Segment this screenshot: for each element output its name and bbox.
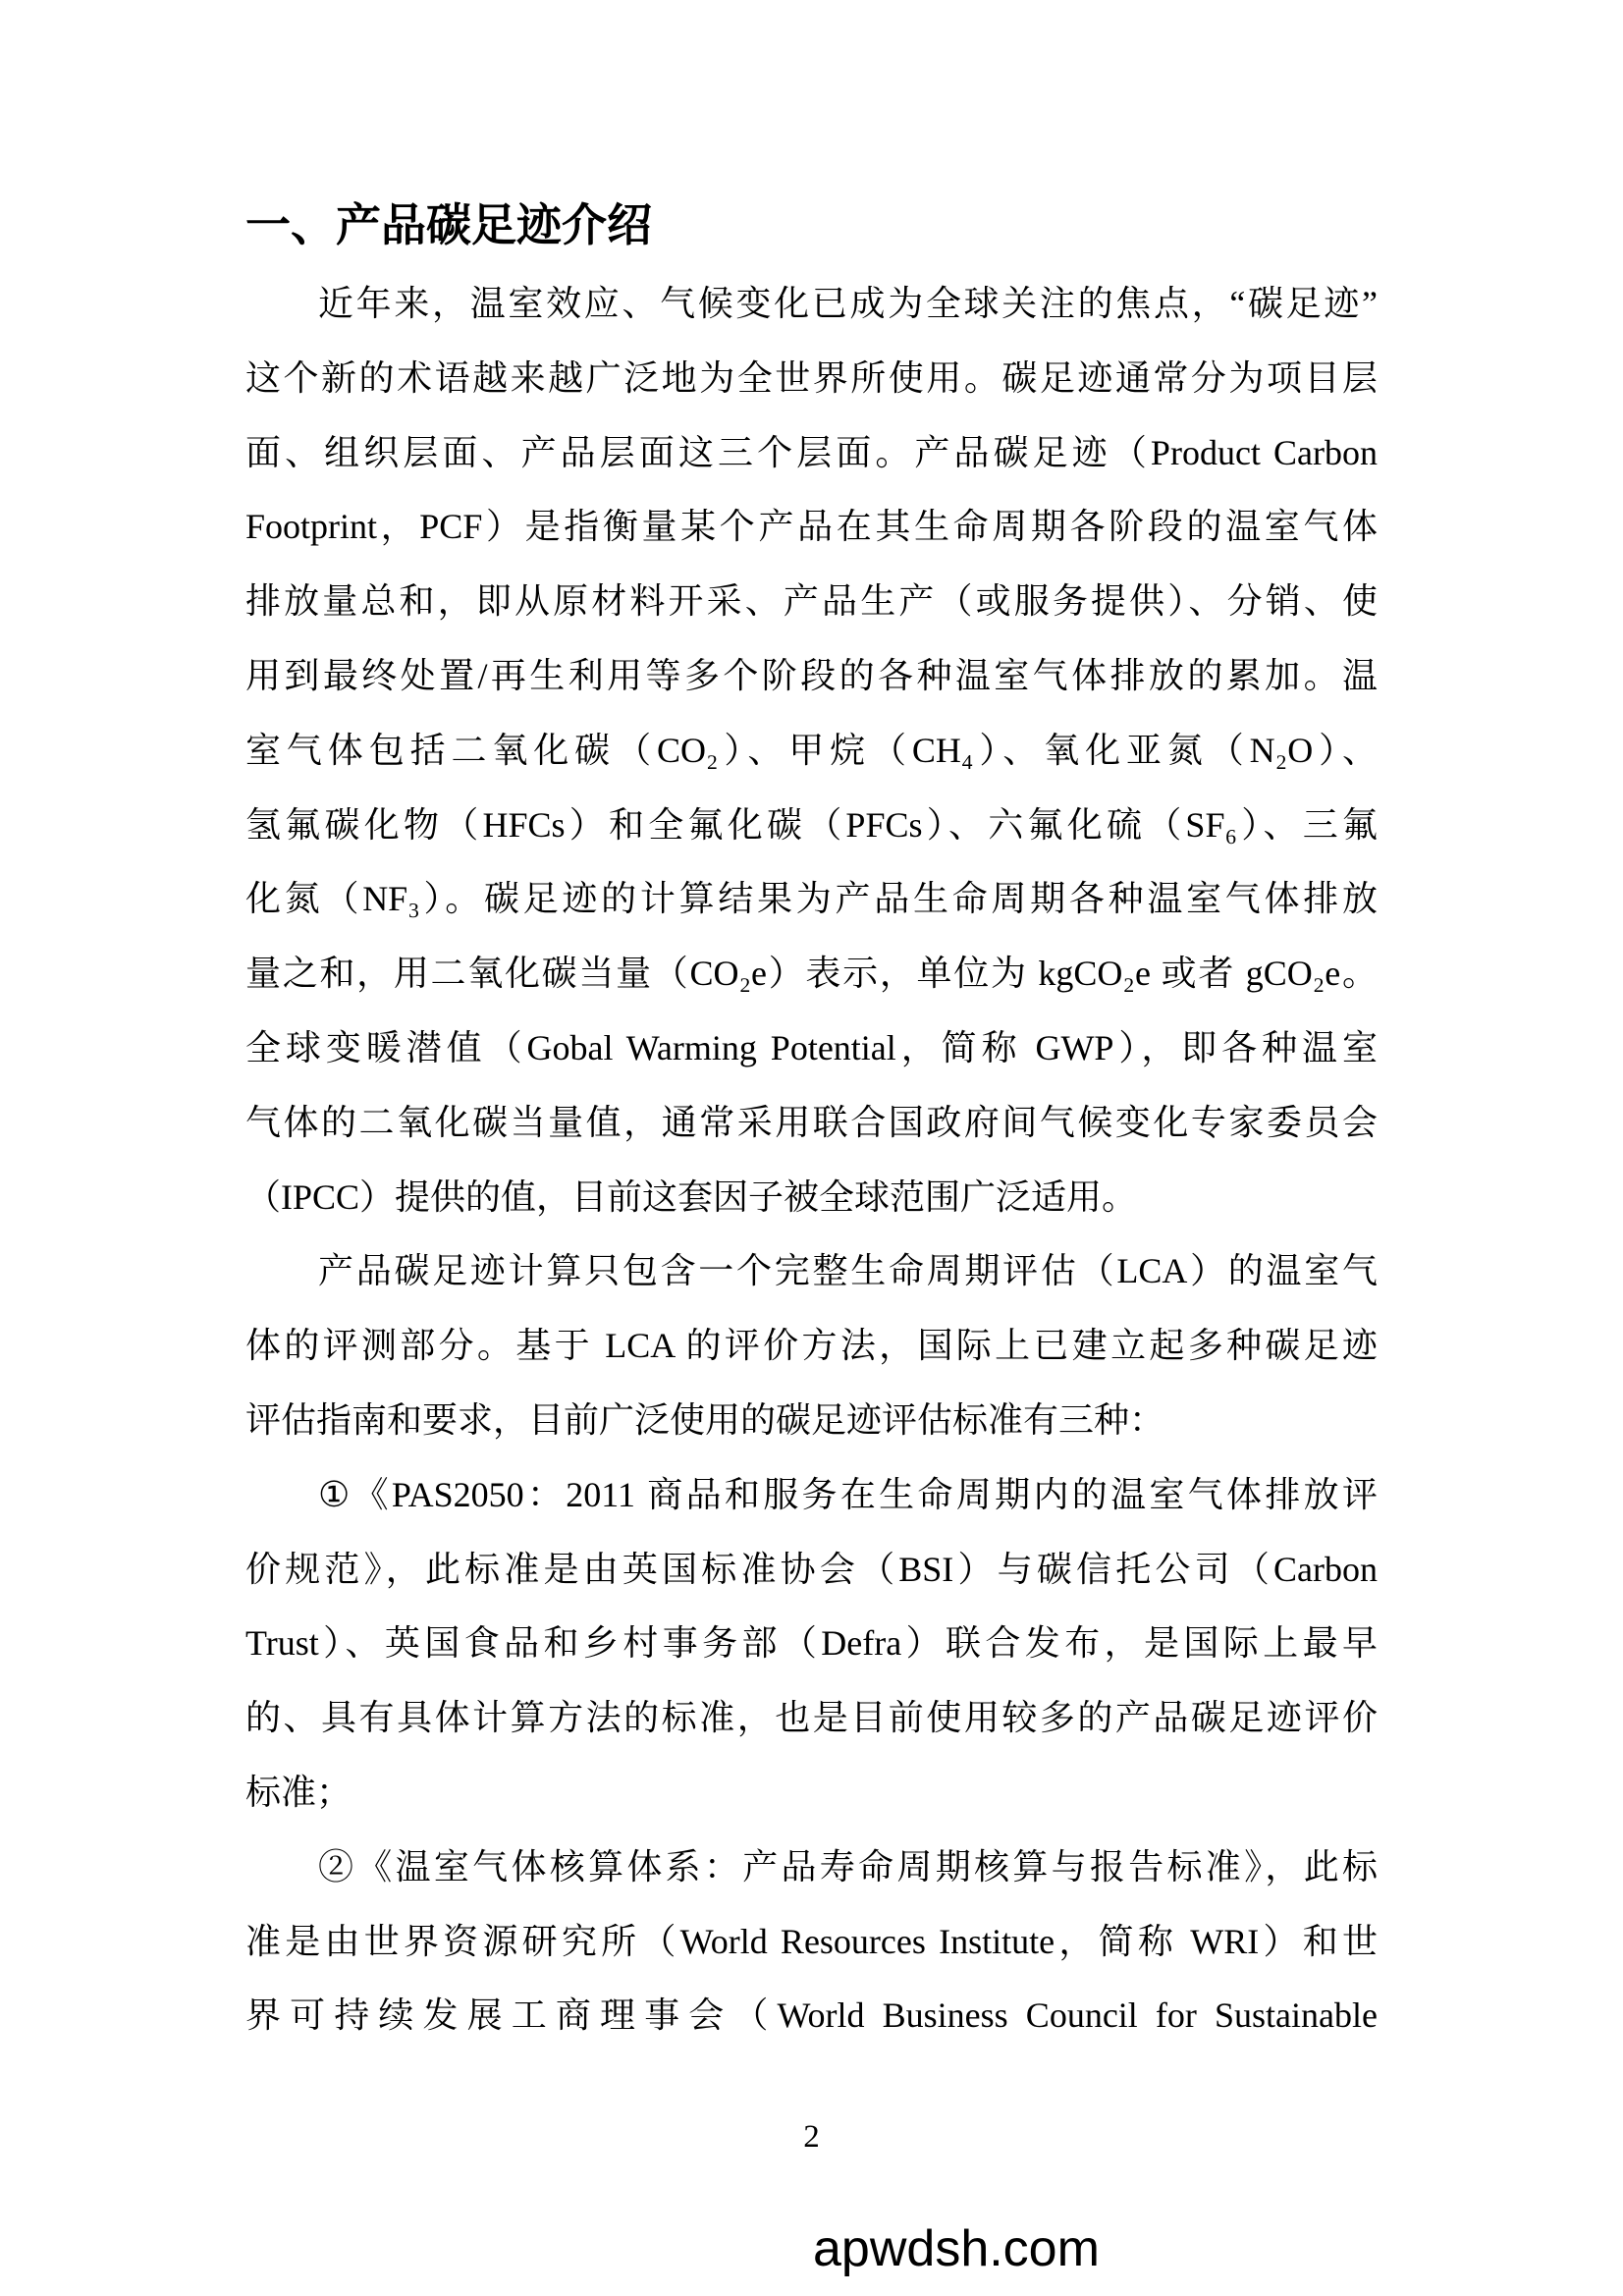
text-line: ①《PAS2050：2011 商品和服务在生命周期内的温室气体排放评 bbox=[318, 1474, 1378, 1514]
text-line: 用到最终处置/再生利用等多个阶段的各种温室气体排放的累加。温 bbox=[245, 655, 1378, 695]
text-line: 全球变暖潜值（Gobal Warming Potential，简称 GWP），即各种温室 bbox=[245, 1027, 1378, 1067]
text-line: ②《温室气体核算体系：产品寿命周期核算与报告标准》，此标 bbox=[318, 1846, 1378, 1886]
page-number: 2 bbox=[803, 2119, 820, 2155]
text-line: 面、组织层面、产品层面这三个层面。产品碳足迹（Product Carbon bbox=[245, 432, 1378, 472]
text-line: 近年来，温室效应、气候变化已成为全球关注的焦点，“碳足迹” bbox=[318, 284, 1378, 323]
text-line: 评估指南和要求，目前广泛使用的碳足迹评估标准有三种： bbox=[245, 1399, 1165, 1440]
body-text bbox=[245, 267, 1378, 2053]
text-line: 产品碳足迹计算只包含一个完整生命周期评估（LCA）的温室气 bbox=[318, 1251, 1378, 1291]
text-line: Footprint，PCF）是指衡量某个产品在其生命周期各阶段的温室气体 bbox=[245, 507, 1378, 547]
text-line: 体的评测部分。基于 LCA 的评价方法，国际上已建立起多种碳足迹 bbox=[245, 1326, 1378, 1366]
text-line: 气体的二氧化碳当量值，通常采用联合国政府间气候变化专家委员会 bbox=[245, 1102, 1378, 1142]
watermark-text: apwdsh.com bbox=[813, 2220, 1100, 2277]
section-heading: 一、产品碳足迹介绍 bbox=[245, 199, 652, 250]
text-line: 室气体包括二氧化碳（CO₂）、甲烷（CH₄）、氧化亚氮（N₂O）、 bbox=[245, 730, 1378, 770]
text-line: Trust）、英国食品和乡村事务部（Defra）联合发布，是国际上最早 bbox=[245, 1623, 1378, 1664]
text-line: 氢氟碳化物（HFCs）和全氟化碳（PFCs）、六氟化硫（SF₆）、三氟 bbox=[245, 804, 1378, 845]
text-line: 排放量总和，即从原材料开采、产品生产（或服务提供）、分销、使 bbox=[245, 581, 1378, 622]
text-line: 化氮（NF₃）。碳足迹的计算结果为产品生命周期各种温室气体排放 bbox=[245, 879, 1378, 919]
text-line: 量之和，用二氧化碳当量（CO₂e）表示，单位为 kgCO₂e 或者 gCO₂e。 bbox=[245, 954, 1378, 994]
text-line: 这个新的术语越来越广泛地为全世界所使用。碳足迹通常分为项目层 bbox=[245, 357, 1378, 398]
text-line: 的、具有具体计算方法的标准，也是目前使用较多的产品碳足迹评价 bbox=[245, 1698, 1378, 1738]
text-line: 准是由世界资源研究所（World Resources Institute，简称 WRI）和世 bbox=[245, 1921, 1378, 1961]
text-line: 界可持续发展工商理事会（World Business Council for Sustainable bbox=[245, 1995, 1378, 2036]
text-line: 价规范》，此标准是由英国标准协会（BSI）与碳信托公司（Carbon bbox=[245, 1549, 1378, 1589]
text-line: （IPCC）提供的值，目前这套因子被全球范围广泛适用。 bbox=[245, 1176, 1138, 1217]
text-line: 标准； bbox=[245, 1772, 352, 1812]
